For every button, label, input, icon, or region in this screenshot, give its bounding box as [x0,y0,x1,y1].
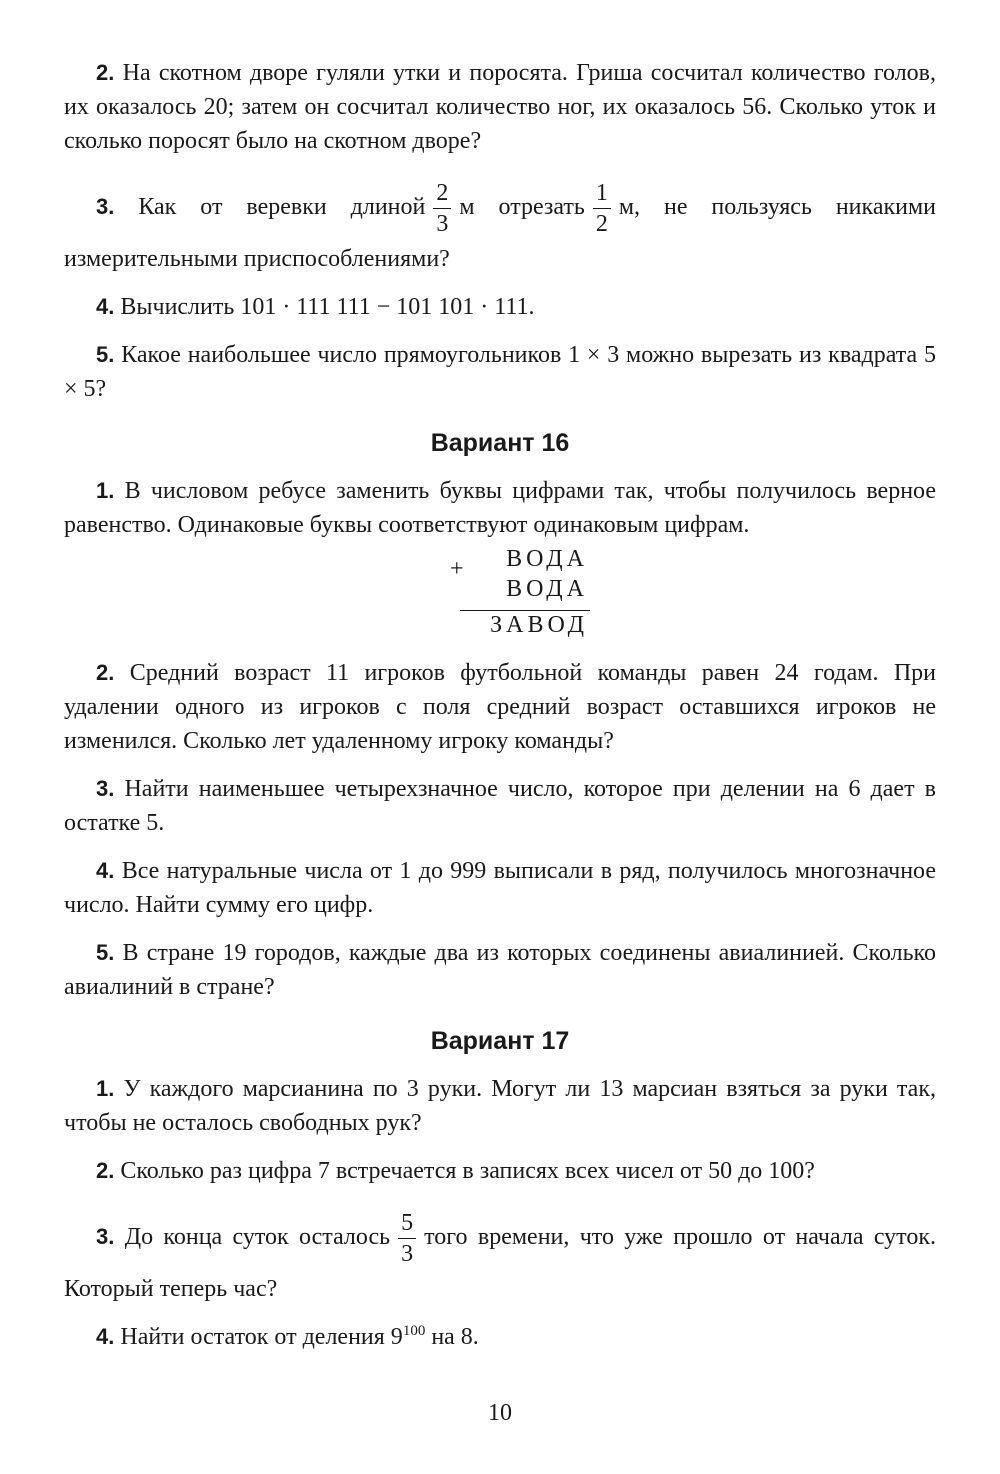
problem-text: Вычислить 101 · 111 111 − 101 101 · 111. [120,294,535,320]
variant-16-heading: Вариант 16 [430,429,570,457]
problem-number: 4. [96,294,115,319]
problem-text: В числовом ребусе заменить буквы цифрами так, чтобы получилось верное равенство. Одинаковые буквы соответствуют одинаковым цифрам. [64,478,936,538]
problem-text: Какое наибольшее число прямоугольников 1 × 3 можно вырезать из квадрата 5 × 5? [64,342,936,402]
rebus-addend-2: ВОДА [506,576,588,602]
problem-number: 2. [96,60,115,85]
problem-number: 3. [96,1224,115,1249]
fraction [593,181,611,236]
problem-number: 1. [96,1076,115,1101]
problem-3 [64,1202,936,1306]
problem-text: Найти остаток от деления 9 [120,1324,403,1350]
problem-text: Средний возраст 11 игроков футбольной команды равен 24 годам. При удалении одного из игроков с поля средний возраст оставшихся игроков не изменился. Сколько лет удаленному игроку команды? [64,660,937,754]
problem-number: 4. [96,858,115,883]
exponent: 100 [402,1323,426,1339]
problem-text: Найти наименьшее четырехзначное число, которое при делении на 6 дает в остатке 5. [64,776,936,836]
problem-2 [64,56,936,158]
problem-4 [64,290,936,324]
problem-number: 3. [96,194,115,219]
problem-4 [64,1320,936,1354]
fraction-denominator: 2 [595,210,608,237]
problem-1 [64,1072,936,1140]
fraction [433,181,451,236]
problem-text: В стране 19 городов, каждые два из которых соединены авиалинией. Сколько авиалиний в стране? [64,940,937,1000]
fraction [398,1211,416,1266]
problem-1 [64,474,936,542]
problem-text: Все натуральные числа от 1 до 999 выписали в ряд, получилось многозначное число. Найти сумму его цифр. [64,858,937,918]
rebus-addend-1: ВОДА [506,546,588,572]
plus-sign: + [450,556,464,582]
problem-5 [64,338,936,406]
rebus-sum: ЗАВОД [490,612,588,638]
problem-text: на 8. [431,1324,479,1350]
page-number: 10 [488,1400,512,1426]
fraction-numerator: 1 [593,181,611,209]
problem-text: До конца суток осталось [124,1224,391,1250]
number-rebus [410,546,590,642]
fraction-numerator: 2 [433,181,451,209]
problem-text: Сколько раз цифра 7 встречается в записях всех чисел от 50 до 100? [120,1158,815,1184]
problem-4 [64,854,936,922]
problem-text: м, не пользуясь никакими измерительными приспособлениями? [64,194,937,272]
problem-text: У каждого марсианина по 3 руки. Могут ли 13 марсиан взяться за руки так, чтобы не осталось свободных рук? [64,1076,936,1136]
problem-number: 2. [96,1158,115,1183]
problem-number: 5. [96,940,115,965]
problem-3 [64,772,936,840]
sum-line [460,610,590,611]
variant-17-heading: Вариант 17 [430,1027,570,1055]
problem-number: 1. [96,478,115,503]
problem-3 [64,172,936,276]
problem-5 [64,936,936,1004]
problem-number: 5. [96,342,115,367]
fraction-denominator: 3 [401,1240,414,1267]
page-content [64,56,936,1354]
problem-number: 2. [96,660,115,685]
problem-text: Как от веревки длиной [138,194,426,220]
problem-2 [64,1154,936,1188]
fraction-numerator: 5 [398,1211,416,1239]
fraction-denominator: 3 [436,210,449,237]
problem-number: 3. [96,776,115,801]
problem-number: 4. [96,1324,115,1349]
problem-text: На скотном дворе гуляли утки и поросята. Гриша сосчитал количество голов, их оказалось 20; затем он сосчитал количество ног, их оказалось 56. Сколько уток и сколько поросят было на скотном дворе? [64,60,937,154]
problem-text: м отрезать [459,194,585,220]
problem-2 [64,656,936,758]
problem-text: того времени, что уже прошло от начала суток. Который теперь час? [64,1224,936,1302]
